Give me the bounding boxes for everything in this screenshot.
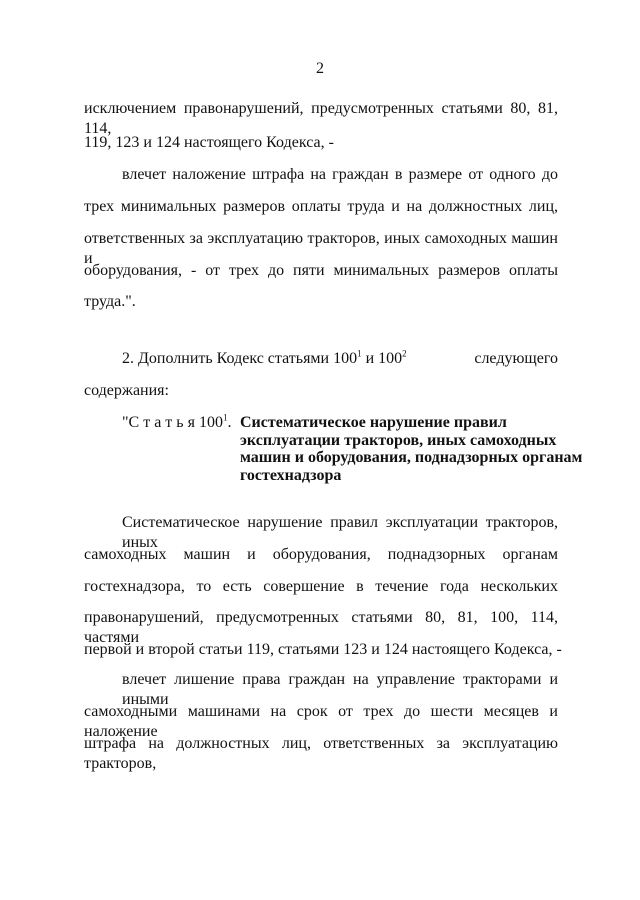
- text-line: исключением правонарушений, предусмотренных статьями 80, 81, 114,: [84, 100, 558, 137]
- text-line: самоходных машин и оборудования, поднадзорных органам: [84, 546, 558, 563]
- article-title: машин и оборудования, поднадзорных органам: [240, 449, 583, 466]
- text-line: влечет наложение штрафа на граждан в размере от одного до: [122, 166, 558, 183]
- text-line: Систематическое нарушение правил эксплуатации тракторов, иных: [122, 514, 558, 551]
- page-number: 2: [316, 60, 324, 77]
- text-line: трех минимальных размеров оплаты труда и на должностных лиц,: [84, 198, 558, 215]
- text-line: оборудования, - от трех до пяти минимальных размеров оплаты: [84, 262, 558, 279]
- text-line: ответственных за эксплуатацию тракторов, иных самоходных машин и: [84, 230, 558, 267]
- text-line: самоходными машинами на срок от трех до шести месяцев и наложение: [84, 703, 558, 740]
- amendment-text: 2. Дополнить Кодекс статьями $100^1$ и $100^2$: [122, 348, 407, 367]
- text-line: первой и второй статьи 119, статьями 123 и 124 настоящего Кодекса, -: [84, 641, 562, 658]
- text-line: влечет лишение права граждан на управление тракторами и иными: [122, 671, 558, 708]
- text-line: труда.".: [84, 293, 136, 310]
- text-line: 119, 123 и 124 настоящего Кодекса, -: [84, 134, 334, 151]
- text-line: штрафа на должностных лиц, ответственных за эксплуатацию тракторов,: [84, 735, 558, 772]
- article-label: "С т а т ь я $100^1$.: [122, 412, 232, 431]
- text-line: правонарушений, предусмотренных статьями 80, 81, 100, 114, частями: [84, 609, 558, 646]
- article-title: Систематическое нарушение правил: [240, 414, 507, 431]
- article-title: эксплуатации тракторов, иных самоходных: [240, 432, 557, 449]
- text-line: содержания:: [84, 382, 169, 399]
- amendment-text-end: следующего: [474, 350, 558, 367]
- text-line: гостехнадзора, то есть совершение в течение года нескольких: [84, 578, 558, 595]
- article-title: гостехнадзора: [240, 467, 342, 484]
- text-line: [122, 349, 558, 369]
